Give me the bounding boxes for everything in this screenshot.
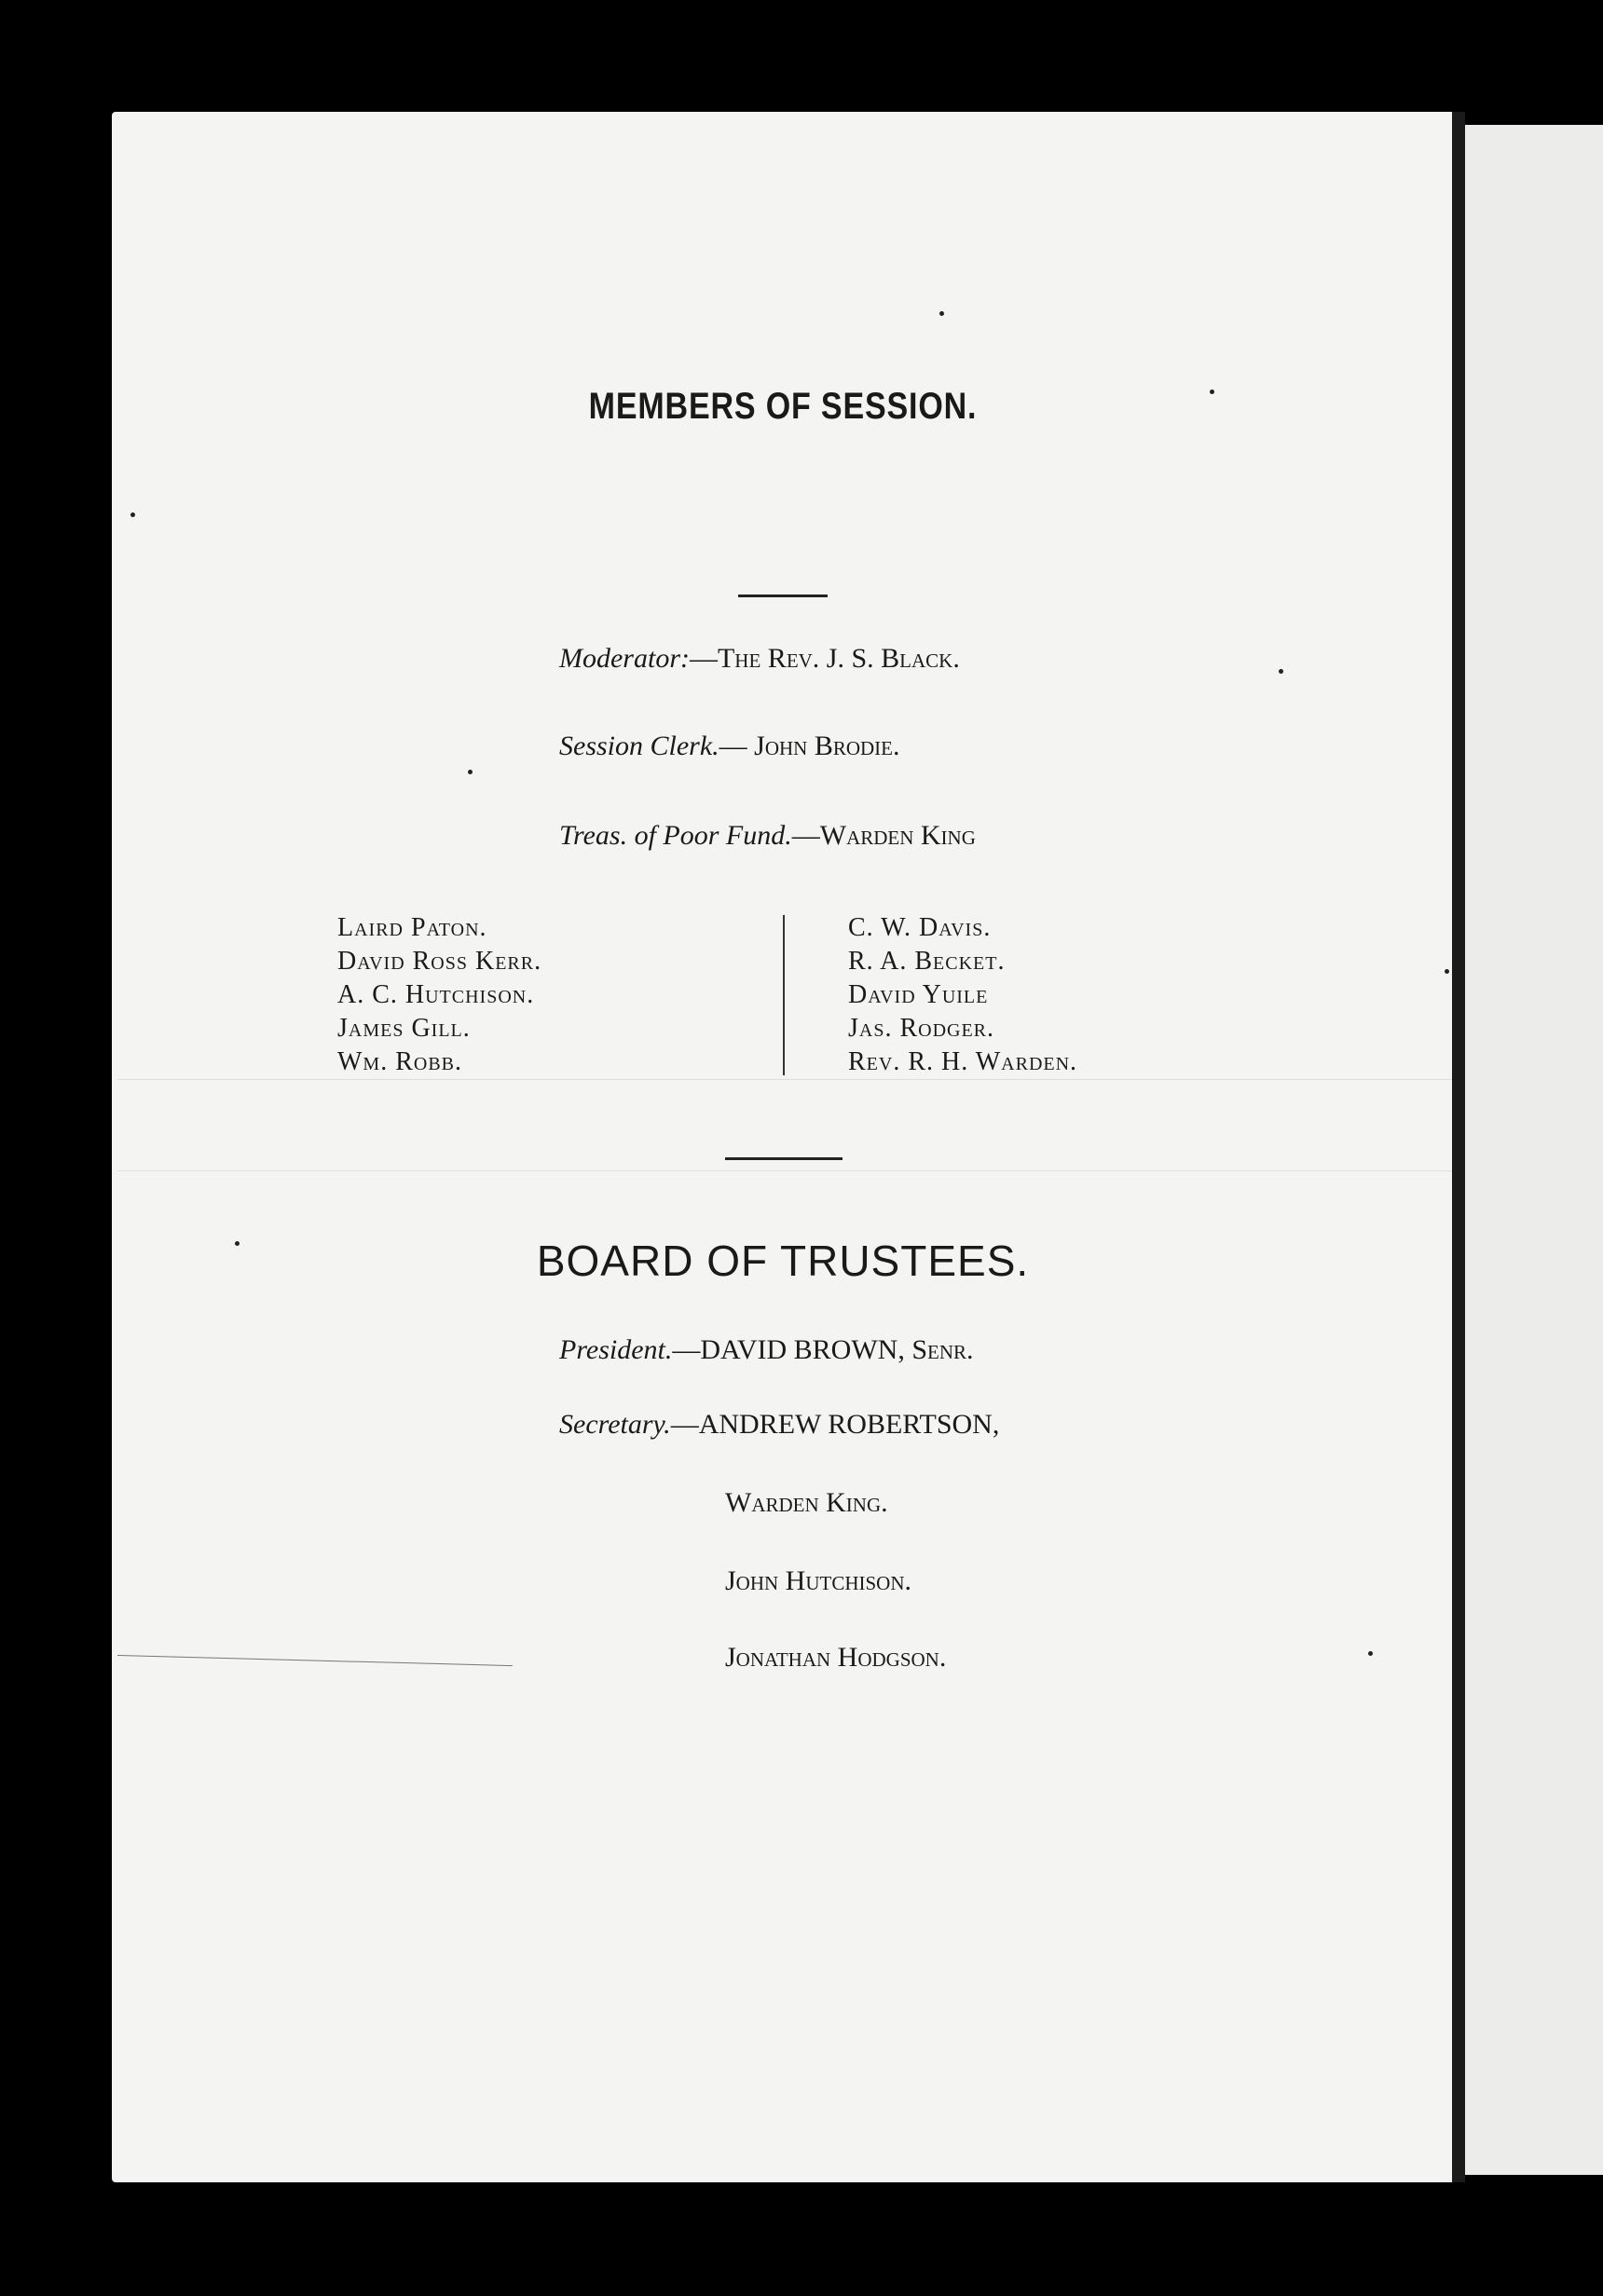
speck [1368,1651,1373,1656]
speck [468,770,473,774]
trustee-member: Warden King. [725,1487,888,1518]
secretary-line [559,1409,999,1441]
speck [130,512,135,517]
session-members-right [848,911,1077,1079]
treasurer-name: —Warden King [791,820,976,851]
list-item: Wm. Robb. [337,1047,463,1076]
speck [1445,969,1449,974]
adjacent-page-edge [1465,125,1603,2175]
list-item: David Yuile [848,980,989,1009]
list-item: A. C. Hutchison. [337,980,535,1009]
divider-rule [725,1157,843,1160]
scan-artifact [117,1079,1452,1080]
treasurer-line [559,820,976,852]
trustee-member: Jonathan Hodgson. [725,1642,947,1673]
clerk-role: Session Clerk. [559,731,719,761]
speck [1279,669,1283,674]
president-name: —DAVID BROWN, Senr. [672,1334,974,1365]
list-item: James Gill. [337,1014,471,1043]
secretary-role: Secretary. [559,1409,671,1440]
president-role: President. [559,1334,673,1365]
column-divider [783,915,785,1075]
scan-artifact [117,1170,1452,1171]
treasurer-role: Treas. of Poor Fund. [559,820,792,851]
moderator-line [559,643,960,675]
list-item: R. A. Becket. [848,947,1006,976]
list-item: Jas. Rodger. [848,1014,995,1043]
speck [939,311,944,316]
moderator-role: Moderator: [559,643,690,674]
page-fold [1452,112,1465,2182]
trustees-title: BOARD OF TRUSTEES. [536,1237,1030,1285]
clerk-name: — John Brodie. [719,731,900,761]
divider-rule [738,594,828,597]
clerk-line [559,731,900,762]
session-members-left [337,911,541,1079]
secretary-name: —ANDREW ROBERTSON, [670,1409,1000,1440]
trustee-member: John Hutchison. [725,1565,912,1596]
moderator-name: —The Rev. J. S. Black. [689,643,960,674]
list-item: C. W. Davis. [848,913,992,942]
list-item: Rev. R. H. Warden. [848,1047,1078,1076]
session-title: MEMBERS OF SESSION. [588,386,978,427]
list-item: Laird Paton. [337,913,487,942]
president-line [559,1334,974,1366]
list-item: David Ross Kerr. [337,947,542,976]
